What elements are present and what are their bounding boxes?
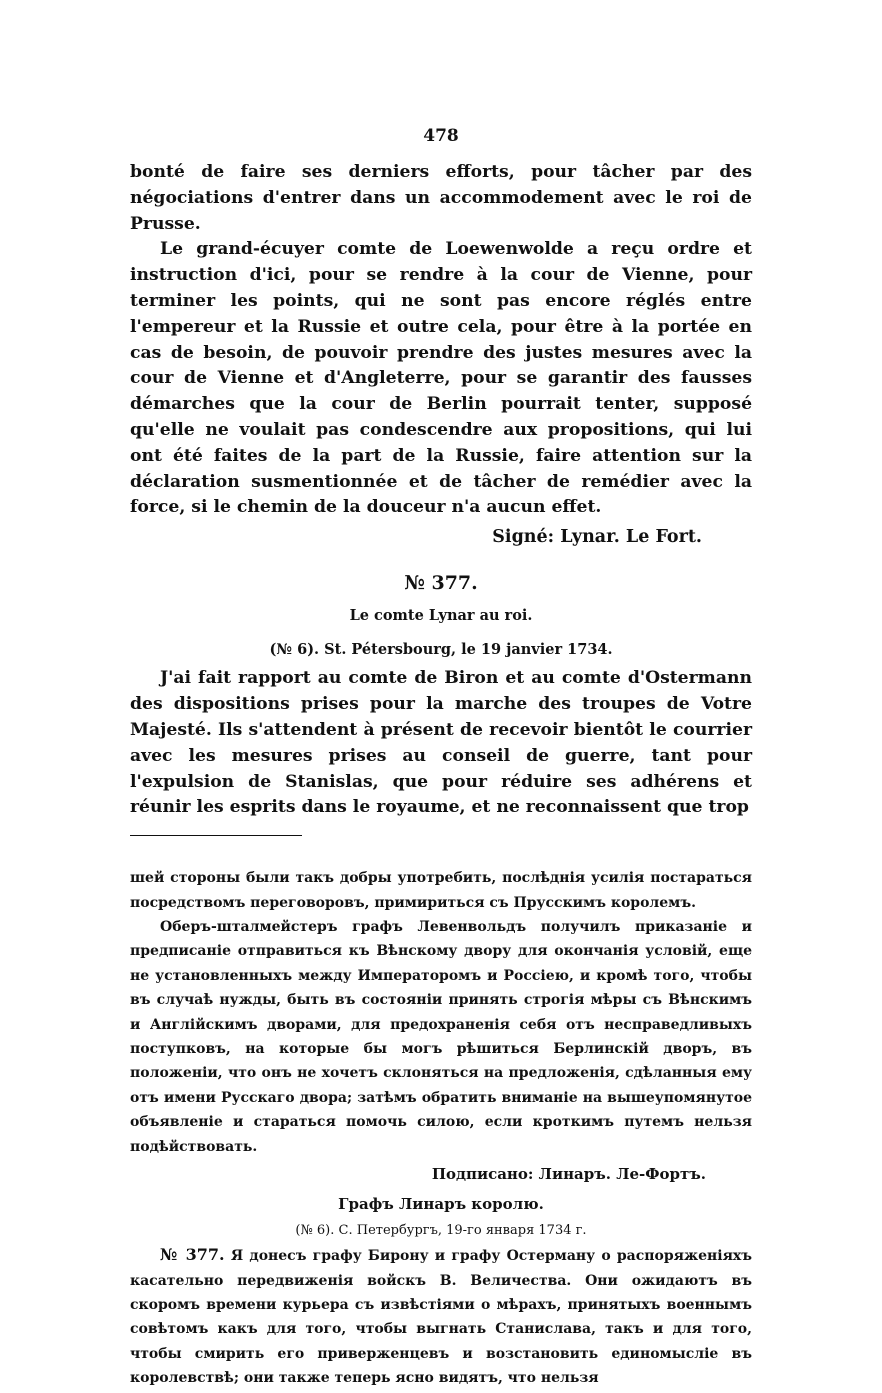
russian-paragraph-1: шей стороны были такъ добры употребить, послѣднія усилія постараться посредствомъ переговоровъ, примириться съ Прусскимъ королемъ. — [130, 870, 752, 911]
french-paragraph-1: bonté de faire ses derniers efforts, pour tâcher par des négociations d'entrer dans un accommodement avec le roi de Prusse. — [130, 162, 752, 234]
document-dateline: (№ 6). St. Pétersbourg, le 19 janvier 1734. — [269, 640, 613, 658]
russian-paragraph-2: Оберъ-шталмейстеръ графъ Левенвольдъ получилъ приказаніе и предписаніе отправиться къ Вѣнскому двору для окончанія условій, еще не установленныхъ между Императоромъ и Россіею, и кромѣ того, чтобы въ случаѣ нужды, быть въ состояніи принять строгія мѣры съ Вѣнскимъ и Англійскимъ дворами, для предохраненія себя отъ несправедливыхъ поступковъ, на которые бы могъ рѣшиться Берлинскій дворъ, въ положеніи, что онъ не хочетъ склоняться на предложенія, сдѣланныя ему отъ имени Русскаго двора; затѣмъ обратить вниманіе на вышеупомянутое объявленіе и стараться помочь силою, если кроткимъ путемъ нельзя подѣйствовать. — [130, 918, 752, 1155]
page-number: 478 — [423, 126, 459, 146]
russian-translation — [130, 866, 752, 1391]
document-page — [130, 126, 752, 1391]
french-paragraph-3: J'ai fait rapport au comte de Biron et au comte d'Ostermann des dispositions prises pour la marche des troupes de Votre Majesté. Ils s'attendent à présent de recevoir bientôt le courrier avec les mesures prises au conseil de guerre, tant pour l'expulsion de Stanislas, que pour réduire ses adhérens et réunir les esprits dans le royaume, et ne reconnaissent que trop — [130, 668, 752, 818]
document-number: № 377. — [404, 571, 478, 594]
russian-signature: Подписано: Линаръ. Ле-Фортъ. — [431, 1165, 706, 1183]
russian-dateline: (№ 6). С. Петербургъ, 19-го января 1734 г. — [295, 1222, 587, 1238]
footnote-divider — [130, 835, 302, 836]
document-title: Le comte Lynar au roi. — [349, 606, 533, 624]
russian-title: Графъ Линаръ королю. — [338, 1195, 544, 1214]
russian-paragraph-3-text: Я донесъ графу Бирону и графу Остерману о распоряженіяхъ касательно передвиженія войскъ В. Величества. Они ожидаютъ въ скоромъ времени курьера съ извѣстіями о мѣрахъ, принятыхъ военнымъ совѣтомъ какъ для того, чтобы выгнать Станислава, такъ и для того, чтобы смирить его приверженцевъ и возстановить единомысліе въ королевствѣ; они также теперь ясно видятъ, что нельзя — [130, 1248, 753, 1387]
russian-paragraph-3 — [130, 1243, 752, 1390]
russian-document-number: № 377. — [160, 1245, 225, 1265]
french-signature: Signé: Lynar. Le Fort. — [492, 527, 702, 548]
french-text — [130, 160, 752, 821]
french-paragraph-2: Le grand-écuyer comte de Loewenwolde a reçu ordre et instruction d'ici, pour se rendre à la cour de Vienne, pour terminer les points, qui ne sont pas encore réglés entre l'empereur et la Russie et outre cela, pour être à la portée en cas de besoin, de pouvoir prendre des justes mesures avec la cour de Vienne et d'Angleterre, pour se garantir des fausses démarches que la cour de Berlin pourrait tenter, supposé qu'elle ne voulait pas condescendre aux propositions, qui lui ont été faites de la part de la Russie, faire attention sur la déclaration susmentionnée et de tâcher de remédier avec la force, si le chemin de la douceur n'a aucun effet. — [130, 239, 752, 518]
